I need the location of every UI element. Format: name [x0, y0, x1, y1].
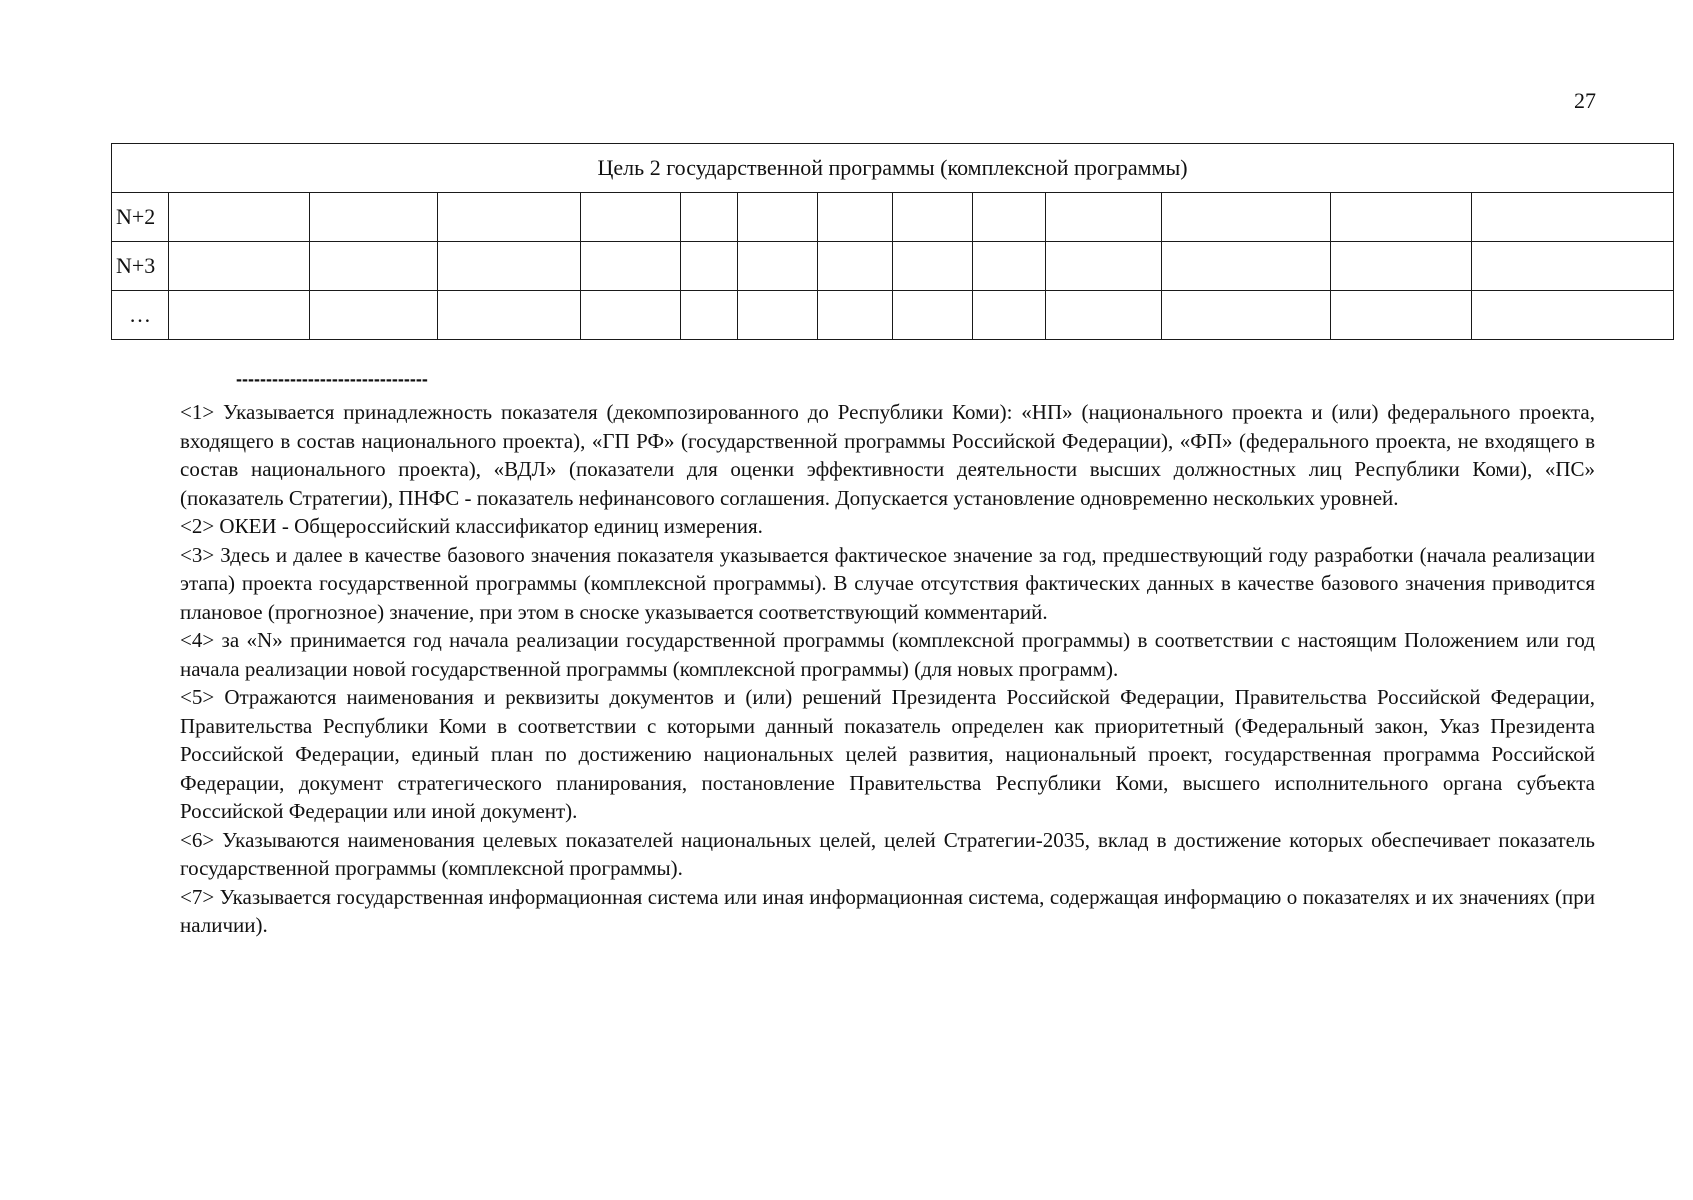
table-cell	[1046, 291, 1162, 340]
table-cell	[1046, 193, 1162, 242]
table-cell	[1472, 242, 1674, 291]
row-label-cell: N+2	[112, 193, 169, 242]
table-cell	[310, 242, 438, 291]
table-cell	[681, 193, 738, 242]
table-cell	[973, 291, 1046, 340]
table-cell	[738, 291, 818, 340]
footnote-4: <4> за «N» принимается год начала реализации государственной программы (комплексной программы) в соответствии с настоящим Положением или год начала реализации новой государственной программы (комплексной программы) (для новых программ).	[180, 628, 1595, 681]
footnote-separator: --------------------------------	[236, 369, 428, 389]
footnote-5: <5> Отражаются наименования и реквизиты документов и (или) решений Президента Российской Федерации, Правительства Российской Федерации, Правительства Республики Коми в соответствии с которыми данный показатель определен как приоритетный (Федеральный закон, Указ Президента Российской Федерации, единый план по достижению национальных целей развития, национальный проект, государственная программа Российской Федерации, документ стратегического планирования, постановление Правительства Республики Коми, высшего исполнительного органа субъекта Российской Федерации или иной документ).	[180, 685, 1595, 823]
table-cell	[681, 242, 738, 291]
table-cell	[310, 291, 438, 340]
table-cell	[310, 193, 438, 242]
table-cell	[169, 242, 310, 291]
table-cell	[681, 291, 738, 340]
table-cell	[818, 291, 893, 340]
row-label-cell: N+3	[112, 242, 169, 291]
table-cell	[738, 193, 818, 242]
table-cell	[1162, 291, 1331, 340]
table-cell	[438, 242, 581, 291]
table-cell	[1162, 242, 1331, 291]
table-cell	[438, 193, 581, 242]
table-cell	[1331, 291, 1472, 340]
table-cell	[1331, 193, 1472, 242]
goal-title-cell: Цель 2 государственной программы (комплексной программы)	[112, 144, 1674, 193]
table-cell	[1331, 242, 1472, 291]
table-cell	[893, 242, 973, 291]
table-row	[112, 242, 1674, 291]
table-cell	[169, 291, 310, 340]
table-cell	[438, 291, 581, 340]
table-cell	[818, 193, 893, 242]
table-cell	[893, 291, 973, 340]
footnotes-section	[180, 398, 1595, 940]
footnote-2: <2> ОКЕИ - Общероссийский классификатор единиц измерения.	[180, 514, 763, 538]
table-cell	[973, 242, 1046, 291]
table-cell	[581, 193, 681, 242]
table-cell	[1472, 291, 1674, 340]
table-cell	[581, 291, 681, 340]
footnote-6: <6> Указываются наименования целевых показателей национальных целей, целей Стратегии-2035, вклад в достижение которых обеспечивает показатель государственной программы (комплексной программы).	[180, 827, 1595, 880]
row-label-cell: …	[112, 291, 169, 340]
table-cell	[893, 193, 973, 242]
table-cell	[738, 242, 818, 291]
table-cell	[169, 193, 310, 242]
table-cell	[1162, 193, 1331, 242]
footnote-3: <3> Здесь и далее в качестве базового значения показателя указывается фактическое значение за год, предшествующий году разработки (начала реализации этапа) проекта государственной программы (комплексной программы). В случае отсутствия фактических данных в качестве базового значения приводится плановое (прогнозное) значение, при этом в сноске указывается соответствующий комментарий.	[180, 542, 1595, 624]
table-row	[112, 291, 1674, 340]
table-row	[112, 193, 1674, 242]
table-cell	[1046, 242, 1162, 291]
table-cell	[973, 193, 1046, 242]
table-goal-row	[112, 144, 1674, 193]
footnote-7: <7> Указывается государственная информационная система или иная информационная система, содержащая информацию о показателях и их значениях (при наличии).	[180, 884, 1595, 937]
indicators-table	[111, 143, 1674, 340]
table-cell	[818, 242, 893, 291]
page-number: 27	[1574, 88, 1596, 113]
footnote-1: <1> Указывается принадлежность показателя (декомпозированного до Республики Коми): «НП» (национального проекта и (или) федерального проекта, входящего в состав национального проекта), «ГП РФ» (государственной программы Российской Федерации), «ФП» (федерального проекта, не входящего в состав национального проекта), «ВДЛ» (показатели для оценки эффективности деятельности высших должностных лиц Республики Коми), «ПС» (показатель Стратегии), ПНФС - показатель нефинансового соглашения. Допускается установление одновременно нескольких уровней.	[180, 400, 1595, 510]
table-cell	[581, 242, 681, 291]
table-cell	[1472, 193, 1674, 242]
indicators-table-wrapper	[111, 143, 1673, 340]
